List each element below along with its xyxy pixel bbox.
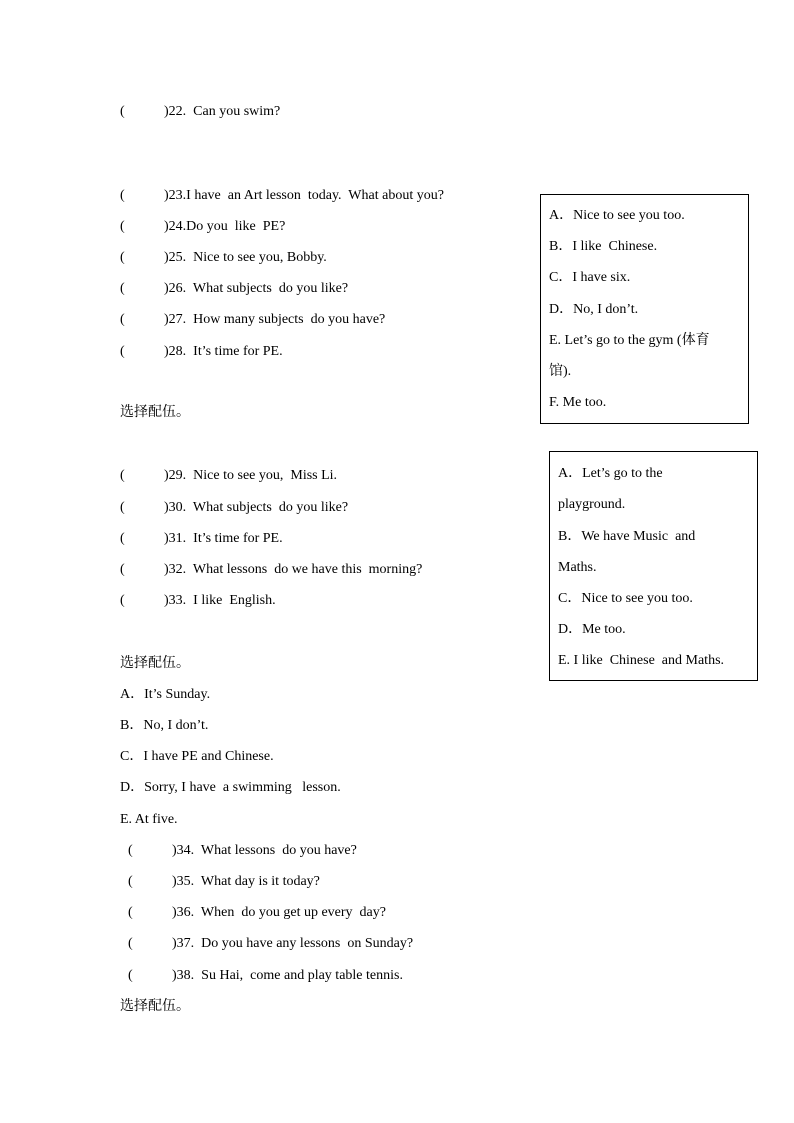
option-b: B．I like Chinese. xyxy=(549,239,658,254)
answer-blank[interactable]: ( xyxy=(128,968,133,983)
option-f: F. Me too. xyxy=(549,395,607,410)
instruction-label: 选择配伍。 xyxy=(120,998,190,1014)
question-number: )31. xyxy=(164,531,187,546)
option-e-continued: 馆). xyxy=(549,364,572,379)
answer-blank[interactable]: ( xyxy=(120,344,125,359)
question-text: It’s time for PE. xyxy=(193,531,283,546)
question-text: What lessons do we have this morning? xyxy=(192,562,423,577)
option-b: B．No, I don’t. xyxy=(120,718,209,733)
question-text: Do you have any lessons on Sunday? xyxy=(201,936,414,951)
answer-blank[interactable]: ( xyxy=(128,905,133,920)
question-text: Do you like PE? xyxy=(186,219,286,234)
question-28 xyxy=(120,343,283,361)
question-text: It’s time for PE. xyxy=(193,344,283,359)
question-number: )22. xyxy=(164,104,187,119)
answer-blank[interactable]: ( xyxy=(120,188,125,203)
option-e: E. At five. xyxy=(120,812,178,827)
question-number: )38. xyxy=(172,968,195,983)
question-37 xyxy=(128,935,413,953)
option-d: D．Sorry, I have a swimming lesson. xyxy=(120,780,341,795)
question-text: Nice to see you, Bobby. xyxy=(193,250,327,265)
answer-blank[interactable]: ( xyxy=(120,312,125,327)
question-number: )35. xyxy=(172,874,195,889)
option-a: A．Nice to see you too. xyxy=(549,208,685,223)
instruction-label: 选择配伍。 xyxy=(120,655,190,671)
option-a-continued: playground. xyxy=(558,497,626,512)
option-a: A．It’s Sunday. xyxy=(120,687,211,702)
answer-blank[interactable]: ( xyxy=(120,500,125,515)
option-b: B．We have Music and xyxy=(558,529,696,544)
question-text: Nice to see you, Miss Li. xyxy=(193,468,338,483)
question-text: What subjects do you like? xyxy=(192,500,349,515)
option-d: D．No, I don’t. xyxy=(549,302,639,317)
question-text: I have an Art lesson today. What about you? xyxy=(186,188,444,203)
answer-blank[interactable]: ( xyxy=(128,874,133,889)
question-number: )27. xyxy=(164,312,187,327)
question-text: What day is it today? xyxy=(200,874,320,889)
question-33 xyxy=(120,592,276,610)
answer-blank[interactable]: ( xyxy=(120,593,125,608)
answer-blank[interactable]: ( xyxy=(120,468,125,483)
question-number: )32. xyxy=(164,562,187,577)
answer-blank[interactable]: ( xyxy=(120,281,125,296)
question-22 xyxy=(120,103,280,121)
option-b-continued: Maths. xyxy=(558,560,597,575)
question-text: Can you swim? xyxy=(193,104,281,119)
question-26 xyxy=(120,280,348,298)
question-27 xyxy=(120,311,385,329)
question-number: )26. xyxy=(164,281,187,296)
answer-blank[interactable]: ( xyxy=(128,843,133,858)
question-text: What lessons do you have? xyxy=(200,843,357,858)
answer-blank[interactable]: ( xyxy=(120,104,125,119)
question-text: What subjects do you like? xyxy=(192,281,349,296)
question-32 xyxy=(120,561,422,579)
question-number: )36. xyxy=(172,905,195,920)
option-c: C．I have six. xyxy=(549,270,631,285)
question-text: How many subjects do you have? xyxy=(193,312,386,327)
options-box-1 xyxy=(540,194,749,424)
question-number: )34. xyxy=(172,843,195,858)
options-box-2 xyxy=(549,451,758,681)
question-35 xyxy=(128,873,320,891)
question-number: )30. xyxy=(164,500,187,515)
question-number: )33. xyxy=(164,593,187,608)
answer-blank[interactable]: ( xyxy=(128,936,133,951)
answer-blank[interactable]: ( xyxy=(120,219,125,234)
question-23 xyxy=(120,187,444,205)
answer-blank[interactable]: ( xyxy=(120,250,125,265)
question-number: )25. xyxy=(164,250,187,265)
question-36 xyxy=(128,904,386,922)
question-number: )37. xyxy=(172,936,195,951)
question-text: I like English. xyxy=(193,593,276,608)
question-24 xyxy=(120,218,285,236)
option-e: E. Let’s go to the gym (体育 xyxy=(549,333,710,348)
question-text: Su Hai, come and play table tennis. xyxy=(201,968,403,983)
question-34 xyxy=(128,842,357,860)
option-a: A．Let’s go to the xyxy=(558,466,663,481)
instruction-label: 选择配伍。 xyxy=(120,404,190,420)
question-29 xyxy=(120,467,337,485)
question-number: )29. xyxy=(164,468,187,483)
question-25 xyxy=(120,249,327,267)
question-text: When do you get up every day? xyxy=(200,905,386,920)
question-number: )23. xyxy=(164,188,187,203)
question-number: )28. xyxy=(164,344,187,359)
answer-blank[interactable]: ( xyxy=(120,531,125,546)
question-number: )24. xyxy=(164,219,187,234)
option-c: C．Nice to see you too. xyxy=(558,591,693,606)
question-31 xyxy=(120,530,283,548)
question-30 xyxy=(120,499,348,517)
option-d: D．Me too. xyxy=(558,622,626,637)
question-38 xyxy=(128,967,403,985)
answer-blank[interactable]: ( xyxy=(120,562,125,577)
option-e: E. I like Chinese and Maths. xyxy=(558,653,725,668)
option-c: C．I have PE and Chinese. xyxy=(120,749,274,764)
